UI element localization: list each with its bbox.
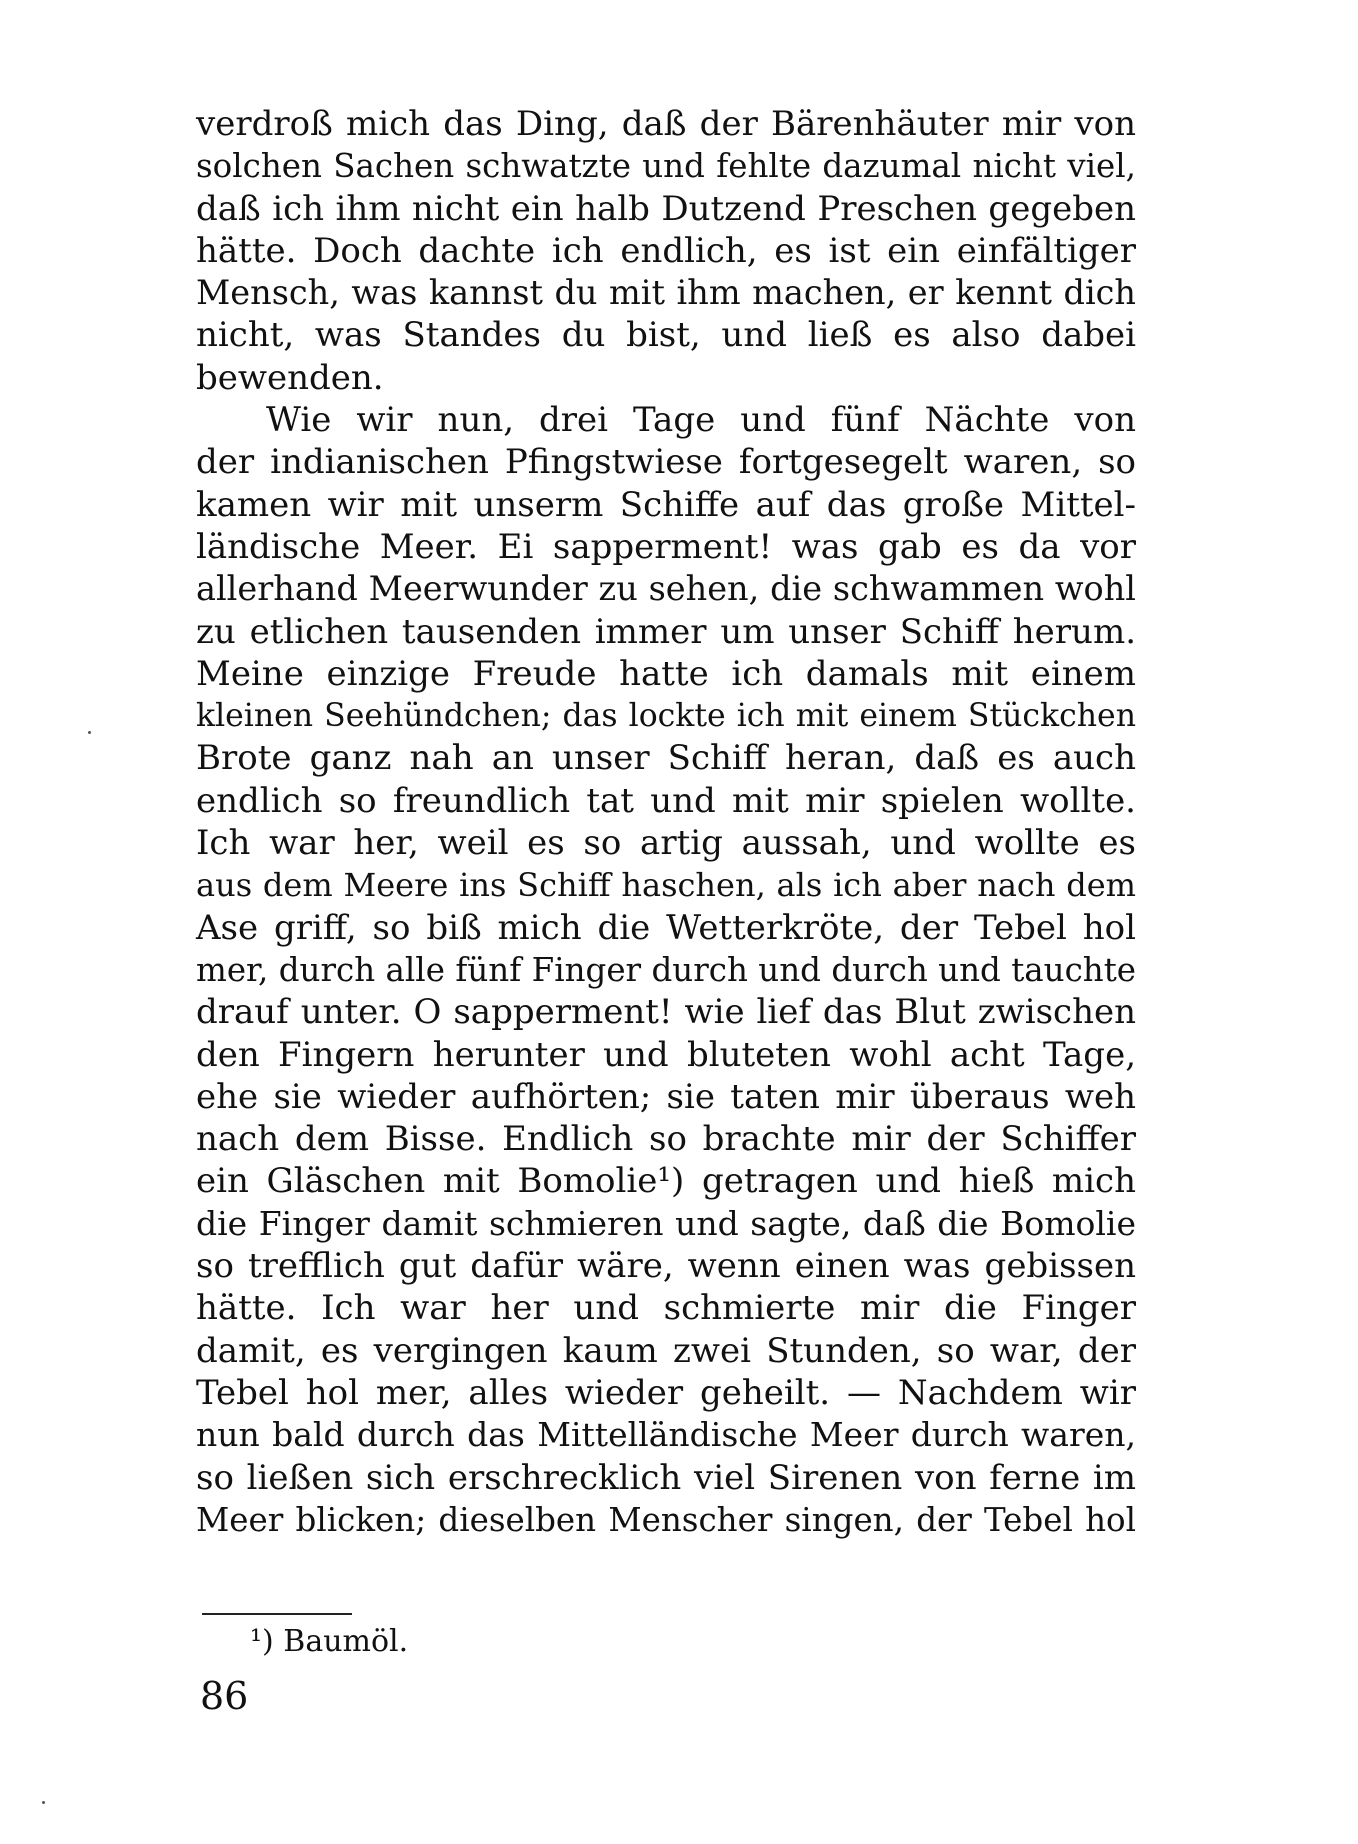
text-line: verdroß mich das Ding, daß der Bärenhäuter mir von xyxy=(196,104,1136,144)
text-line: bewenden. xyxy=(196,357,384,398)
text-line: der indianischen Pfingstwiese fortgesegelt waren, so xyxy=(196,442,1136,483)
text-line: drauf unter. O sapperment! wie lief das Blut zwischen xyxy=(196,992,1136,1033)
text-line: Tebel hol mer, alles wieder geheilt. — Nachdem wir xyxy=(196,1372,1136,1413)
footnote-divider xyxy=(202,1613,352,1615)
text-line: damit, es vergingen kaum zwei Stunden, so war, der xyxy=(196,1330,1136,1371)
paper-speck xyxy=(42,1801,45,1804)
text-line: die Finger damit schmieren und sagte, daß die Bomolie xyxy=(196,1203,1136,1243)
text-line: kleinen Seehündchen; das lockte ich mit einem Stückchen xyxy=(196,698,1136,735)
text-line: Ase griff, so biß mich die Wetterkröte, der Tebel hol xyxy=(196,907,1136,948)
text-line: daß ich ihm nicht ein halb Dutzend Preschen gegeben xyxy=(196,188,1136,229)
paragraph-first-line: Wie wir nun, drei Tage und fünf Nächte von xyxy=(266,400,1136,441)
text-line: nun bald durch das Mittelländische Meer durch waren, xyxy=(196,1415,1136,1455)
text-line: zu etlichen tausenden immer um unser Schiff herum. xyxy=(196,611,1136,652)
text-line: nicht, was Standes du bist, und ließ es also dabei xyxy=(196,315,1136,356)
text-line: Meer blicken; dieselben Menscher singen, der Tebel hol xyxy=(196,1500,1136,1539)
text-line: Ich war her, weil es so artig aussah, und wollte es xyxy=(196,823,1136,864)
text-line: hätte. Doch dachte ich endlich, es ist ein einfältiger xyxy=(196,230,1136,271)
text-line: so ließen sich erschrecklich viel Sirenen von ferne im xyxy=(196,1457,1136,1498)
text-line: endlich so freundlich tat und mit mir spielen wollte. xyxy=(196,780,1136,821)
text-line: Brote ganz nah an unser Schiff heran, daß es auch xyxy=(196,738,1136,779)
text-line: solchen Sachen schwatzte und fehlte dazumal nicht viel, xyxy=(196,147,1136,186)
text-line: ehe sie wieder aufhörten; sie taten mir überaus weh xyxy=(196,1076,1136,1117)
footnote: ¹) Baumöl. xyxy=(250,1624,409,1659)
text-line: den Fingern herunter und bluteten wohl acht Tage, xyxy=(196,1034,1136,1075)
text-line: nach dem Bisse. Endlich so brachte mir der Schiffer xyxy=(196,1119,1136,1160)
text-line: Mensch, was kannst du mit ihm machen, er kennt dich xyxy=(196,273,1136,313)
text-line: allerhand Meerwunder zu sehen, die schwammen wohl xyxy=(196,569,1136,609)
text-line: so trefflich gut dafür wäre, wenn einen was gebissen xyxy=(196,1246,1136,1287)
body-text xyxy=(196,103,1136,1541)
text-line: Meine einzige Freude hatte ich damals mit einem xyxy=(196,653,1136,694)
text-line: hätte. Ich war her und schmierte mir die Finger xyxy=(196,1288,1136,1329)
text-line: ländische Meer. Ei sapperment! was gab es da vor xyxy=(196,526,1136,567)
text-line: ein Gläschen mit Bomolie¹) getragen und hieß mich xyxy=(196,1161,1136,1202)
paper-speck xyxy=(88,731,91,734)
page-number: 86 xyxy=(200,1674,249,1718)
text-line: mer, durch alle fünf Finger durch und durch und tauchte xyxy=(196,950,1136,989)
text-line: kamen wir mit unserm Schiffe auf das große Mittel- xyxy=(196,484,1136,525)
text-line: aus dem Meere ins Schiff haschen, als ich aber nach dem xyxy=(196,866,1136,905)
